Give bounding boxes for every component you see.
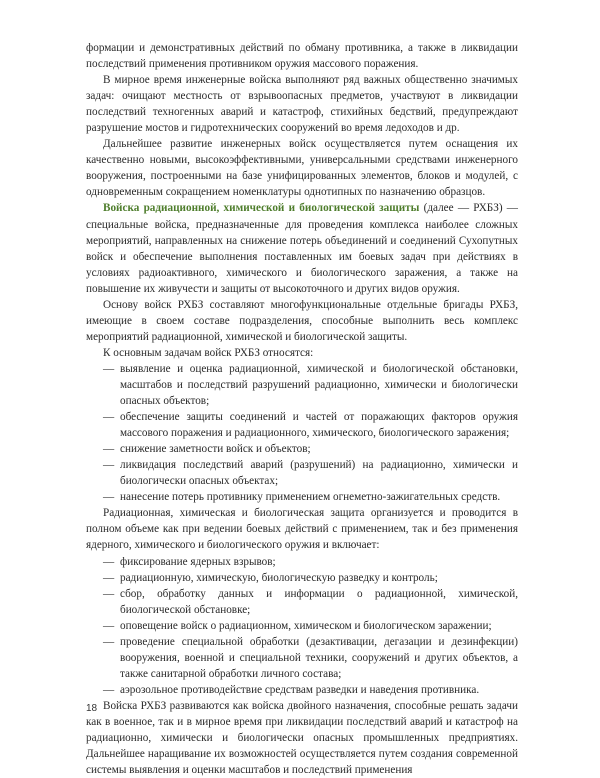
paragraph-development: Дальнейшее развитие инженерных войск осуществляется путем оснащения их качественно новыми, высокоэффективными, универсальными средствами инженерного вооружения, построенными на базе унифицированных элементов, блоков и модулей, с одновременным сокращением номенклатуры однотипных по назначению образцов. <box>86 138 518 199</box>
list-item: — проведение специальной обработки (дезактивации, дегазации и дезинфекции) вооружения, военной и специальной техники, сооружений и других объектов, а также санитарной обработки личного состава; <box>103 634 518 682</box>
page-number: 18 <box>86 703 98 714</box>
rchbz-definition: (далее — РХБЗ) — специальные войска, предназначенные для проведения комплекса наиболее сложных мероприятий, направленных на снижение потерь объединений и соединений Сухопутных войск и обеспечение выполнения поставленных им боевых задач при действиях в условиях радиоактивного, химического и биологического заражения, а также на повышение их живучести и защиты от высокоточного и других видов оружия. <box>86 202 518 295</box>
paragraph-dual-purpose: Войска РХБЗ развиваются как войска двойного назначения, способные решать задачи как в военное, так и в мирное время при ликвидации последствий аварий и катастроф на радиационно, химически и биологически опасных промышленных предприятиях. Дальнейшее наращивание их возможностей осуществляется путем создания современной системы выявления и оценки масштабов и последствий применения <box>86 699 518 777</box>
list-item: — аэрозольное противодействие средствам разведки и наведения противника. <box>103 682 518 698</box>
paragraph-rchbz-definition <box>86 200 518 296</box>
paragraph-protection: Радиационная, химическая и биологическая защита организуется и проводится в полном объеме как при ведении боевых действий с применением, так и без применения ядерного, химического и биологического оружия и включает: <box>86 507 518 552</box>
measures-list <box>86 554 518 698</box>
list-item: — обеспечение защиты соединений и частей от поражающих факторов оружия массового поражения и радиационного, химического, биологического заражения; <box>103 409 518 441</box>
paragraph-intro: формации и демонстративных действий по обману противника, а также в ликвидации последствий применения противником оружия массового поражения. <box>86 42 518 71</box>
list-item: — снижение заметности войск и объектов; <box>103 441 518 457</box>
tasks-list <box>86 361 518 505</box>
list-item: — сбор, обработку данных и информации о радиационной, химической, биологической обстановке; <box>103 586 518 618</box>
rchbz-term: Войска радиационной, химической и биологической защиты <box>103 202 420 215</box>
list-item: — радиационную, химическую, биологическую разведку и контроль; <box>103 570 518 586</box>
list-item: — ликвидация последствий аварий (разрушений) на радиационно, химически и биологически опасных объектах; <box>103 457 518 489</box>
list-item: — нанесение потерь противнику применением огнеметно-зажигательных средств. <box>103 489 518 505</box>
paragraph-tasks-intro: К основным задачам войск РХБЗ относятся: <box>103 346 314 359</box>
paragraph-peacetime: В мирное время инженерные войска выполняют ряд важных общественно значимых задач: очищают местность от взрывоопасных предметов, участвуют в ликвидации последствий техногенных аварий и катастроф, стихийных бедствий, предупреждают разрушение мостов и гидротехнических сооружений во время ледоходов и др. <box>86 74 518 135</box>
paragraph-basis: Основу войск РХБЗ составляют многофункциональные отдельные бригады РХБЗ, имеющие в своем составе подразделения, способные выполнить весь комплекс мероприятий радиационной, химической и биологической защиты. <box>86 298 518 343</box>
body-text <box>86 40 518 778</box>
list-item: — фиксирование ядерных взрывов; <box>103 554 518 570</box>
list-item: — оповещение войск о радиационном, химическом и биологическом заражении; <box>103 618 518 634</box>
list-item: — выявление и оценка радиационной, химической и биологической обстановки, масштабов и последствий разрушений радиационно, химически и биологически опасных объектов; <box>103 361 518 409</box>
